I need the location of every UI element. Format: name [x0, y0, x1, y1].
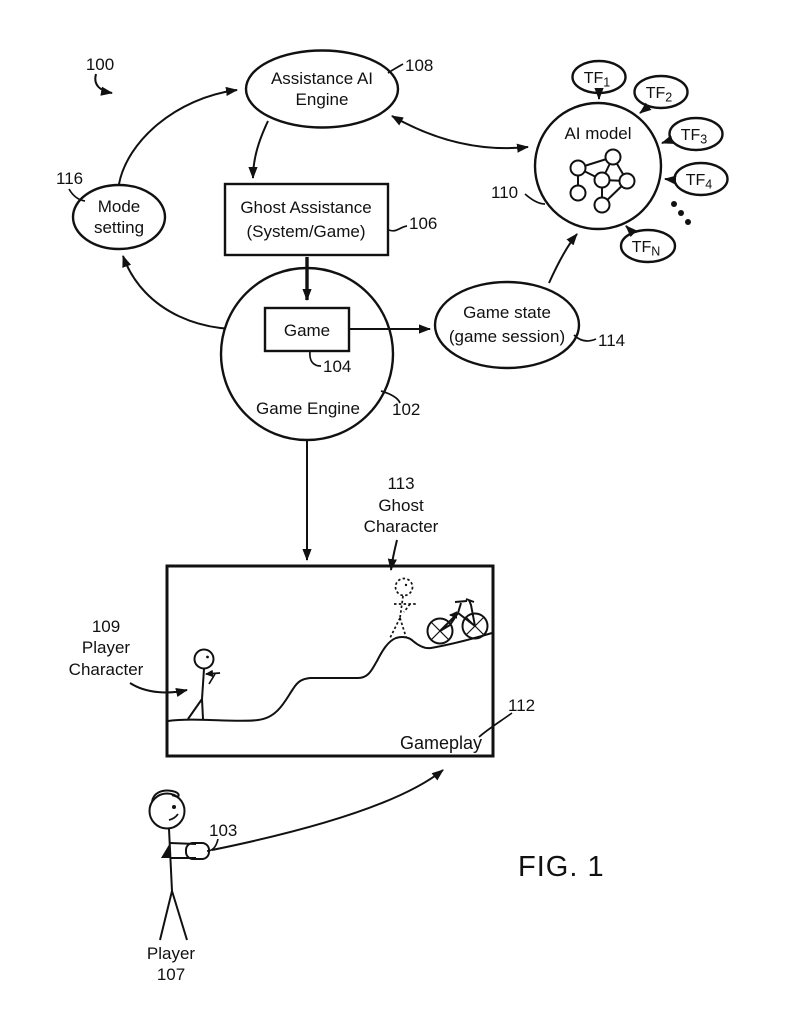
ghost-character-label-line2: Character	[363, 517, 439, 536]
ref-114-label: 114	[598, 331, 626, 350]
assistance-ai-engine-ellipse	[246, 51, 398, 128]
ref-110-label: 110	[491, 183, 519, 202]
ref-106-label: 106	[409, 214, 438, 233]
tf3-label: $TF_3$	[680, 127, 708, 147]
controller	[186, 843, 209, 859]
player-character-label-line1: Player	[81, 638, 131, 657]
arrow-tf4-to-ai-model	[665, 179, 675, 180]
ai-model-label: AI model	[564, 124, 632, 143]
mode-setting-label-line2: setting	[93, 218, 145, 237]
legs	[160, 891, 187, 940]
elbow	[161, 843, 170, 858]
game-label: Game	[283, 321, 331, 340]
tf1-label: $TF_1$	[583, 70, 611, 90]
ref-116-label: 116	[56, 169, 84, 188]
tf4-label: $TF_4$	[685, 172, 713, 192]
arrow-mode-setting-to-assistance-ai	[119, 90, 237, 184]
gameplay-label: Gameplay	[399, 733, 482, 753]
mouth	[169, 814, 178, 820]
arrow-assistance-ai-to-ghost-assistance	[253, 121, 268, 178]
mode-setting-label-line1: Mode	[97, 197, 141, 216]
tfn-label: $TF_N$	[631, 239, 661, 259]
player-figure-sketch	[150, 790, 210, 940]
ref-107-label: 107	[156, 965, 186, 984]
gameplay-screen	[167, 566, 493, 756]
arrow-game-state-to-ai-model	[549, 234, 577, 283]
ghost-character-label-line1: Ghost	[378, 496, 424, 515]
figure-title: FIG. 1	[518, 851, 605, 883]
ghost-assistance-box	[225, 184, 388, 255]
ref-103-label: 103	[209, 821, 238, 840]
ref-100-pointer-arrow	[95, 74, 112, 93]
ref-109-label: 109	[91, 617, 121, 636]
ref-104-label: 104	[323, 357, 352, 376]
ghost-assistance-label-line2: (System/Game)	[246, 222, 366, 241]
game-engine-label: Game Engine	[256, 399, 360, 418]
assistance-ai-engine-label-line2: Engine	[295, 90, 349, 109]
ref-100-label: 100	[85, 55, 115, 74]
ref-113-label: 113	[387, 474, 415, 493]
ref-102-label: 102	[392, 400, 421, 419]
tf-ellipsis-dots	[671, 201, 691, 225]
body	[169, 829, 172, 891]
ref-106-leader	[389, 226, 407, 231]
ref-108-label: 108	[405, 56, 434, 75]
eye	[172, 805, 176, 809]
arms	[170, 843, 196, 858]
arrow-tf2-to-ai-model	[640, 106, 649, 113]
player-label: Player	[146, 944, 196, 963]
arrow-tf3-to-ai-model	[662, 140, 671, 143]
tf2-label: $TF_2$	[645, 85, 673, 105]
player-character-label-line2: Character	[68, 660, 144, 679]
arrow-tfn-to-ai-model	[626, 226, 633, 233]
game-state-ellipse	[435, 282, 579, 368]
ghost-assistance-label-line1: Ghost Assistance	[240, 198, 372, 217]
arrow-controller-to-gameplay	[212, 770, 443, 850]
game-state-label-line1: Game state	[463, 303, 551, 322]
game-state-label-line2: (game session)	[448, 327, 566, 346]
ref-112-label: 112	[508, 696, 536, 715]
ref-108-leader	[388, 64, 403, 73]
mode-setting-ellipse	[73, 185, 165, 249]
arrow-assistance-ai-ai-model-bidirectional	[392, 116, 528, 148]
assistance-ai-engine-label-line1: Assistance AI	[270, 69, 374, 88]
